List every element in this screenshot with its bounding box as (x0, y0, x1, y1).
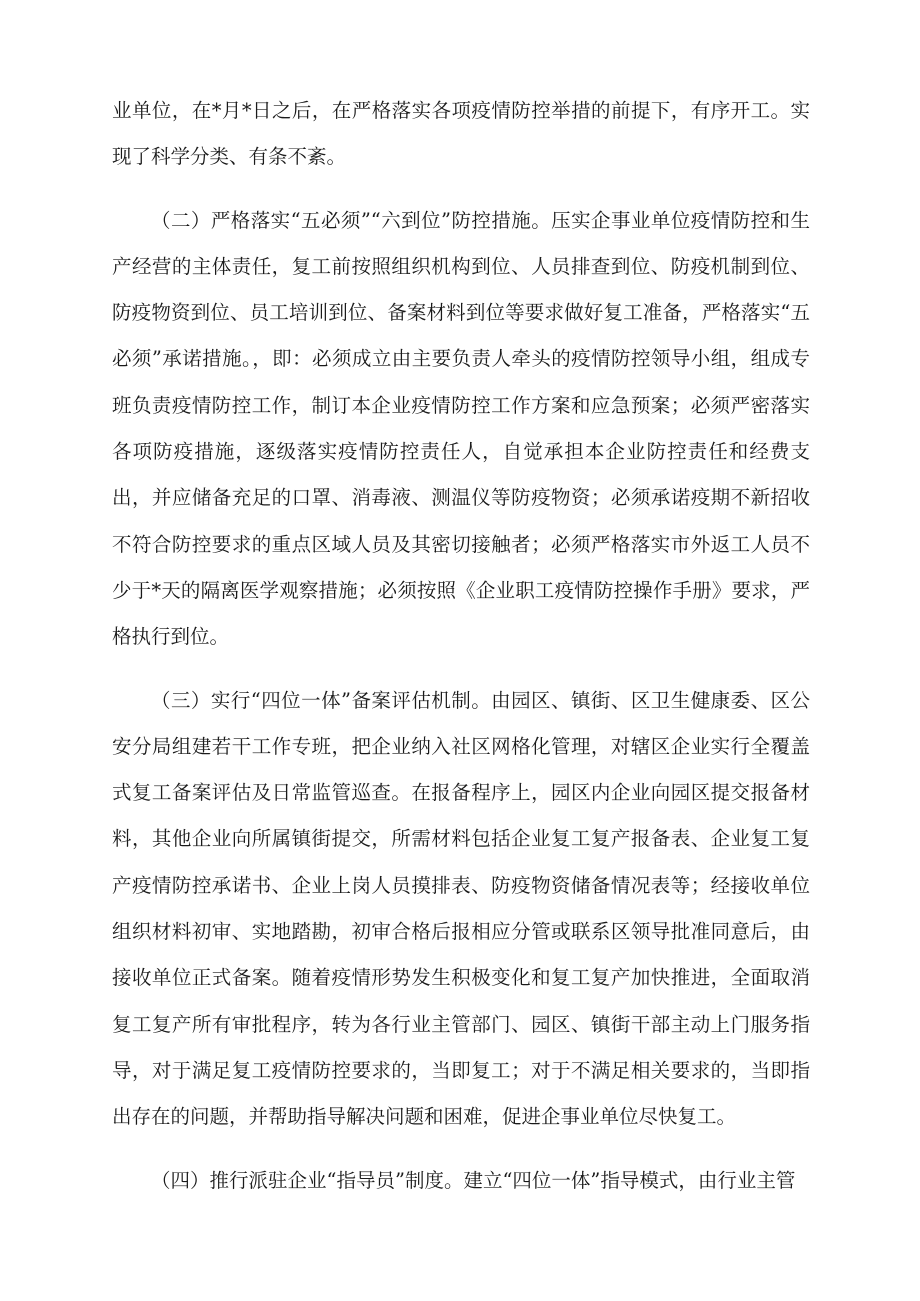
document-body (112, 88, 810, 1204)
paragraph-spacer (112, 661, 810, 678)
paragraph-section-4: （四）推行派驻企业“指导员”制度。建立“四位一体”指导模式，由行业主管 (151, 1168, 796, 1192)
paragraph-section-2: （二）严格落实“五必须”“六到位”防控措施。压实企事业单位疫情防控和生产经营的主体责任，复工前按照组织机构到位、人员排查到位、防疫机制到位、防疫物资到位、员工培训到位、备案材料到位等要求做好复工准备，严格落实“五必须”承诺措施。，即：必须成立由主要负责人牵头的疫情防控领导小组，组成专班负责疫情防控工作，制订本企业疫情防控工作方案和应急预案；必须严密落实各项防疫措施，逐级落实疫情防控责任人，自觉承担本企业防控责任和经费支出，并应储备充足的口罩、消毒液、测温仪等防疫物资；必须承诺疫期不新招收不符合防控要求的重点区域人员及其密切接触者；必须严格落实市外返工人员不少于*天的隔离医学观察措施；必须按照《企业职工疫情防控操作手册》要求，严格执行到位。 (112, 208, 810, 649)
paragraph-section-3: （三）实行“四位一体”备案评估机制。由园区、镇街、区卫生健康委、区公安分局组建若干工作专班，把企业纳入社区网格化管理，对辖区企业实行全覆盖式复工备案评估及日常监管巡查。在报备程序上，园区内企业向园区提交报备材料，其他企业向所属镇街提交，所需材料包括企业复工复产报备表、企业复工复产疫情防控承诺书、企业上岗人员摸排表、防疫物资储备情况表等；经接收单位组织材料初审、实地踏勘，初审合格后报相应分管或联系区领导批准同意后，由接收单位正式备案。随着疫情形势发生积极变化和复工复产加快推进，全面取消复工复产所有审批程序，转为各行业主管部门、园区、镇街干部主动上门服务指导，对于满足复工疫情防控要求的，当即复工；对于不满足相关要求的，当即指出存在的问题，并帮助指导解决问题和困难，促进企事业单位尽快复工。 (112, 688, 810, 1129)
paragraph-continuation: 业单位，在*月*日之后，在严格落实各项疫情防控举措的前提下，有序开工。实现了科学分类、有条不紊。 (112, 99, 810, 169)
paragraph-spacer (112, 1141, 810, 1158)
paragraph-spacer (112, 181, 810, 198)
